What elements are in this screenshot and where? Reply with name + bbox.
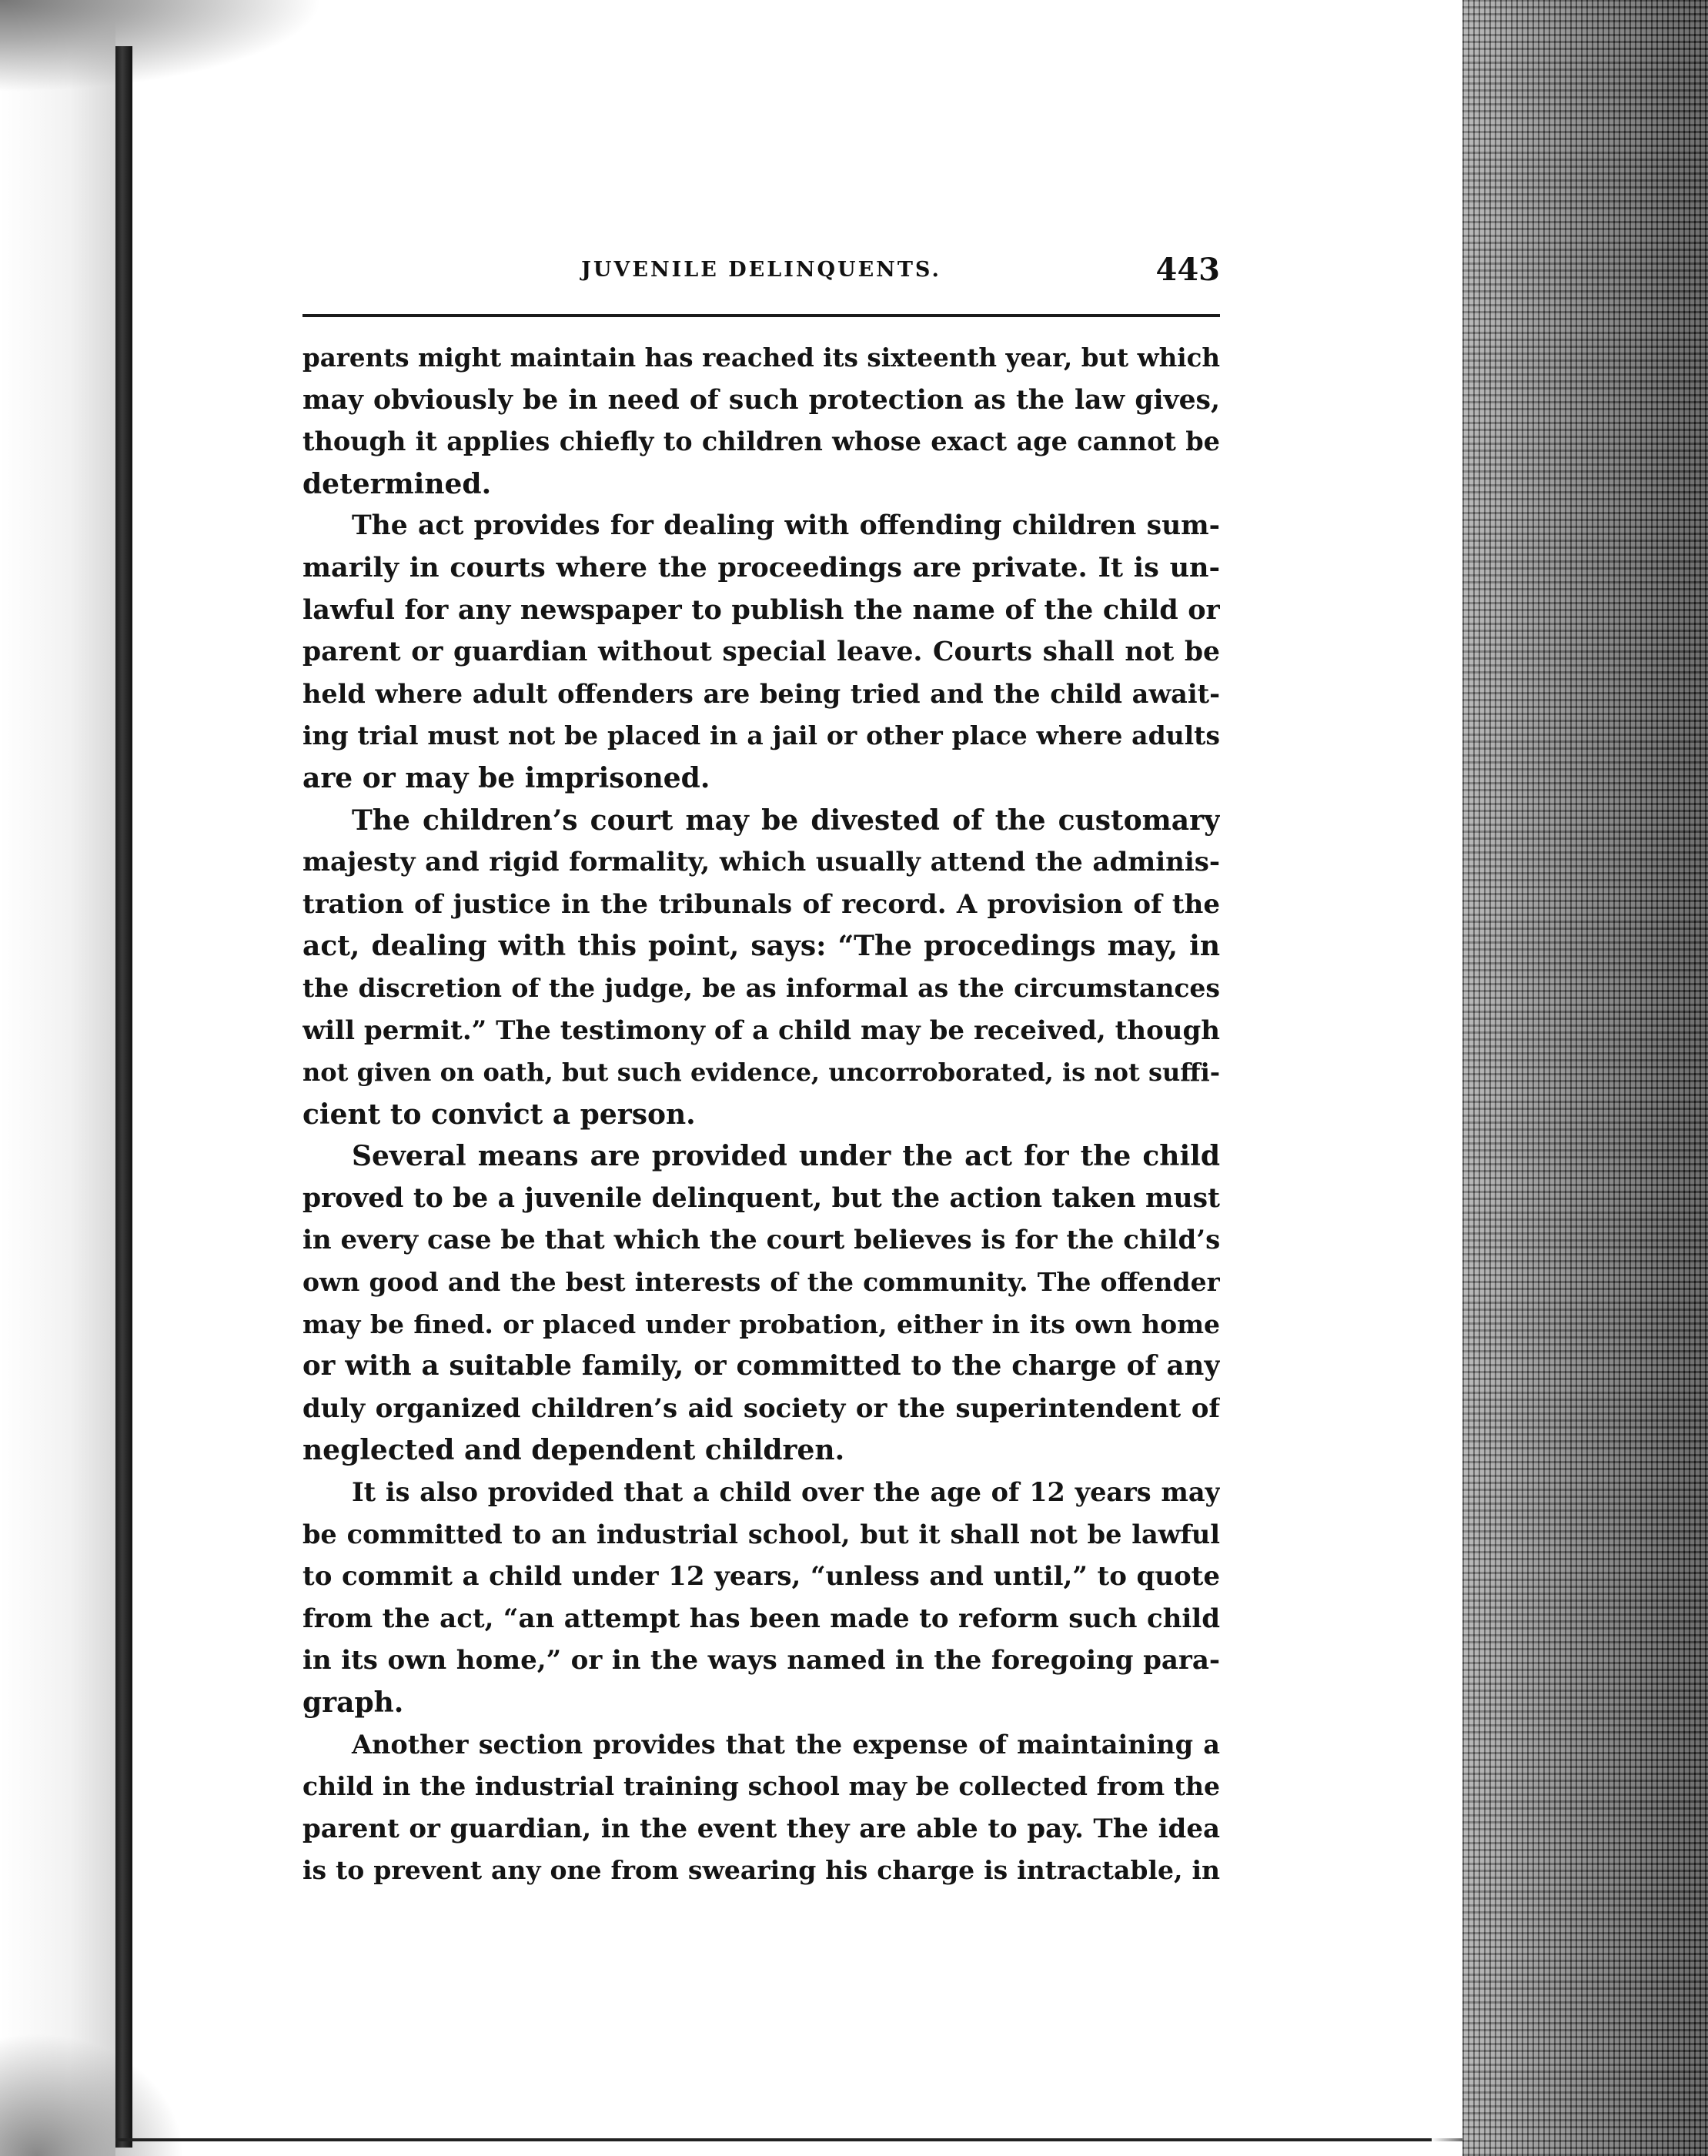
text-line: act, dealing with this point, says: “The procedings may, in (302, 930, 1220, 963)
running-head: JUVENILE DELINQUENTS. (581, 258, 941, 282)
text-line: cient to convict a person. (302, 1098, 696, 1131)
bottom-left-scan-smudge (0, 2033, 185, 2156)
text-line: are or may be imprisoned. (302, 761, 710, 794)
text-line: may be fined. or placed under probation, either in its own home (302, 1309, 1220, 1339)
text-line: Several means are provided under the act for the child (352, 1140, 1220, 1173)
text-line: be committed to an industrial school, but it shall not be lawful (302, 1519, 1220, 1549)
page-number: 443 (1155, 252, 1220, 288)
text-line: Another section provides that the expense of maintaining a (352, 1729, 1220, 1760)
text-line: tration of justice in the tribunals of record. A provision of the (302, 888, 1220, 920)
top-left-scan-smudge (0, 0, 323, 92)
text-line: is to prevent any one from swearing his charge is intractable, in (302, 1855, 1220, 1886)
bottom-page-edge (115, 2138, 1462, 2141)
header-rule (302, 314, 1220, 317)
text-line: will permit.” The testimony of a child may be received, though (302, 1014, 1220, 1046)
text-line: parent or guardian, in the event they are able to pay. The idea (302, 1813, 1220, 1844)
text-line: determined. (302, 467, 492, 500)
left-binding-edge (115, 46, 132, 2148)
text-line: from the act, “an attempt has been made to reform such child (302, 1603, 1220, 1634)
text-line: The act provides for dealing with offending children sum- (352, 510, 1220, 542)
text-line: duly organized children’s aid society or the superintendent of (302, 1392, 1220, 1424)
text-line: The children’s court may be divested of the customary (352, 804, 1220, 837)
text-line: child in the industrial training school may be collected from the (302, 1771, 1220, 1802)
text-line: to commit a child under 12 years, “unless and until,” to quote (302, 1561, 1220, 1593)
text-line: lawful for any newspaper to publish the name of the child or (302, 593, 1220, 626)
text-line: not given on oath, but such evidence, uncorroborated, is not suffi- (302, 1058, 1220, 1088)
text-line: proved to be a juvenile delinquent, but the action taken must (302, 1182, 1220, 1214)
text-line: It is also provided that a child over the age of 12 years may (352, 1477, 1220, 1508)
text-line: the discretion of the judge, be as informal as the circumstances (302, 972, 1220, 1003)
text-line: graph. (302, 1686, 404, 1719)
text-line: may obviously be in need of such protection as the law gives, (302, 384, 1220, 416)
text-line: majesty and rigid formality, which usually attend the adminis- (302, 847, 1220, 878)
text-line: own good and the best interests of the community. The offender (302, 1267, 1220, 1298)
right-page-stack-edge (1462, 0, 1708, 2156)
text-line: neglected and dependent children. (302, 1434, 845, 1467)
text-line: held where adult offenders are being tried and the child await- (302, 678, 1220, 709)
text-line: in every case be that which the court believes is for the child’s (302, 1225, 1220, 1256)
text-line: though it applies chiefly to children whose exact age cannot be (302, 426, 1220, 457)
page-header (302, 252, 1220, 304)
text-line: ing trial must not be placed in a jail or other place where adults (302, 720, 1220, 751)
left-margin-shadow (0, 0, 115, 2156)
text-line: or with a suitable family, or committed to the charge of any (302, 1350, 1220, 1382)
body-text (302, 337, 1220, 1892)
text-line: parents might maintain has reached its sixteenth year, but which (302, 343, 1220, 373)
text-line: in its own home,” or in the ways named in the foregoing para- (302, 1645, 1220, 1676)
text-line: parent or guardian without special leave. Courts shall not be (302, 637, 1220, 668)
text-line: marily in courts where the proceedings are private. It is un- (302, 551, 1220, 583)
